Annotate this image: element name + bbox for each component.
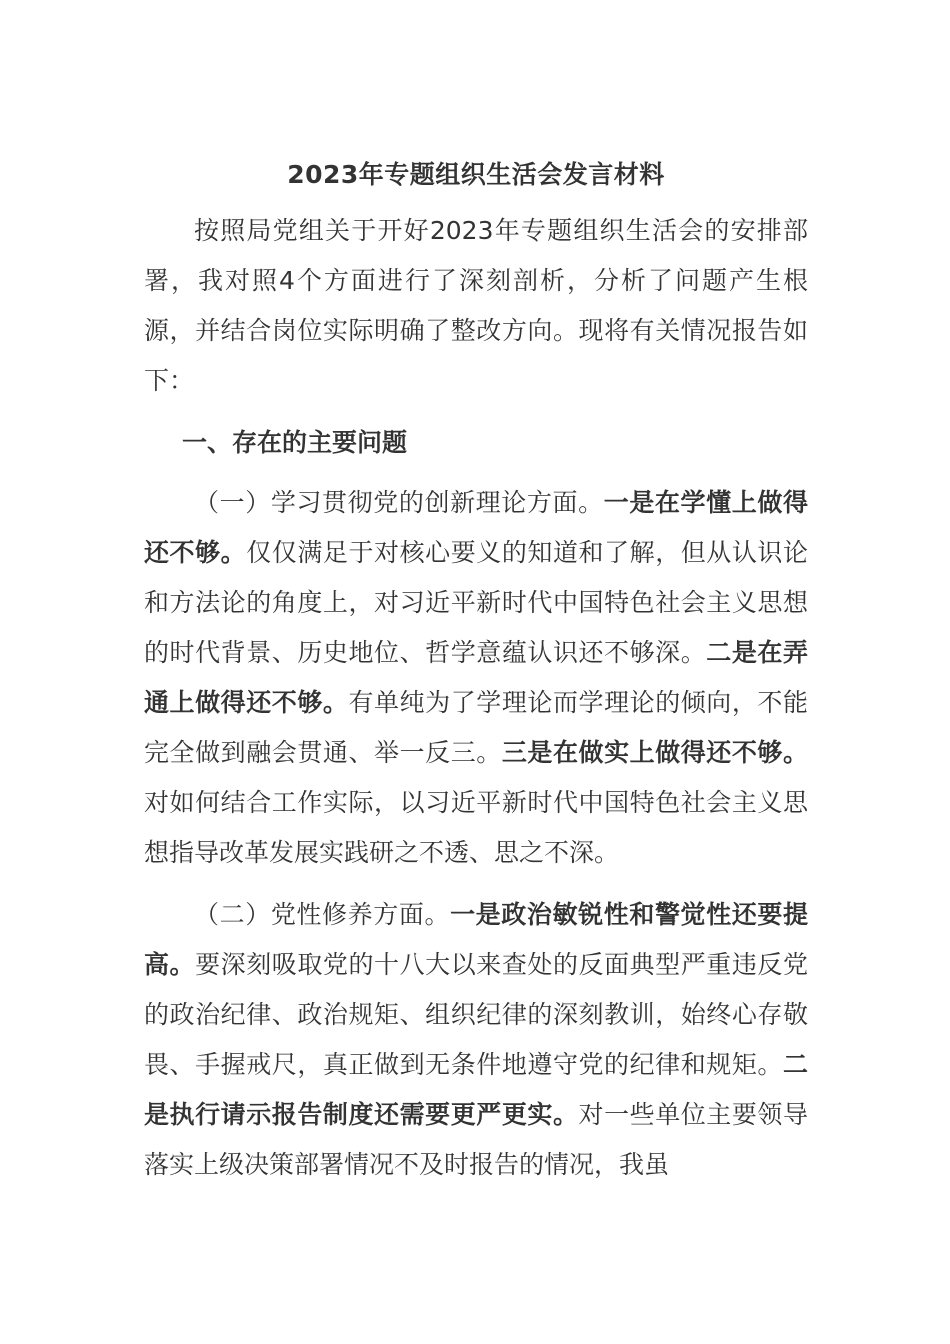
point-text-3: 对如何结合工作实际，以习近平新时代中国特色社会主义思想指导改革发展实践研之不透、思之不深。 bbox=[144, 788, 808, 867]
point-text-2: 有单纯为了学理论而学理论的倾向，不能完全做到融会贯通、举一反三。 bbox=[144, 688, 808, 767]
bold-point-3: 三是在做实上做得还不够。 bbox=[501, 738, 808, 767]
point-text-1: 要深刻吸取党的十八大以来查处的反面典型严重违反党的政治纪律、政治规矩、组织纪律的深刻教训，始终心存敬畏、手握戒尺，真正做到无条件地遵守党的纪律和规矩。 bbox=[144, 950, 808, 1079]
paragraph-lead: （二）党性修养方面。 bbox=[194, 900, 451, 929]
document-body bbox=[144, 150, 808, 1202]
document-title: 2023年专题组织生活会发言材料 bbox=[287, 160, 665, 189]
paragraph-lead: （一）学习贯彻党的创新理论方面。 bbox=[194, 488, 604, 517]
bold-point-1: 一是政治敏锐性和警觉性还要提高。 bbox=[144, 900, 808, 979]
section-heading: 一、存在的主要问题 bbox=[182, 428, 408, 457]
point-text-1: 仅仅满足于对核心要义的知道和了解，但从认识论和方法论的角度上，对习近平新时代中国特色社会主义思想的时代背景、历史地位、哲学意蕴认识还不够深。 bbox=[144, 538, 808, 667]
bold-point-2: 二是执行请示报告制度还需要更严更实。 bbox=[144, 1050, 808, 1129]
bold-point-1: 一是在学懂上做得还不够。 bbox=[144, 488, 808, 567]
point-text-2: 对一些单位主要领导落实上级决策部署情况不及时报告的情况，我虽 bbox=[144, 1100, 808, 1179]
paragraph-theory-study bbox=[144, 478, 808, 878]
paragraph-party-spirit bbox=[144, 890, 808, 1190]
bold-point-2: 二是在弄通上做得还不够。 bbox=[144, 638, 808, 717]
intro-paragraph: 按照局党组关于开好2023年专题组织生活会的安排部署，我对照4个方面进行了深刻剖析，分析了问题产生根源，并结合岗位实际明确了整改方向。现将有关情况报告如下： bbox=[144, 216, 808, 395]
